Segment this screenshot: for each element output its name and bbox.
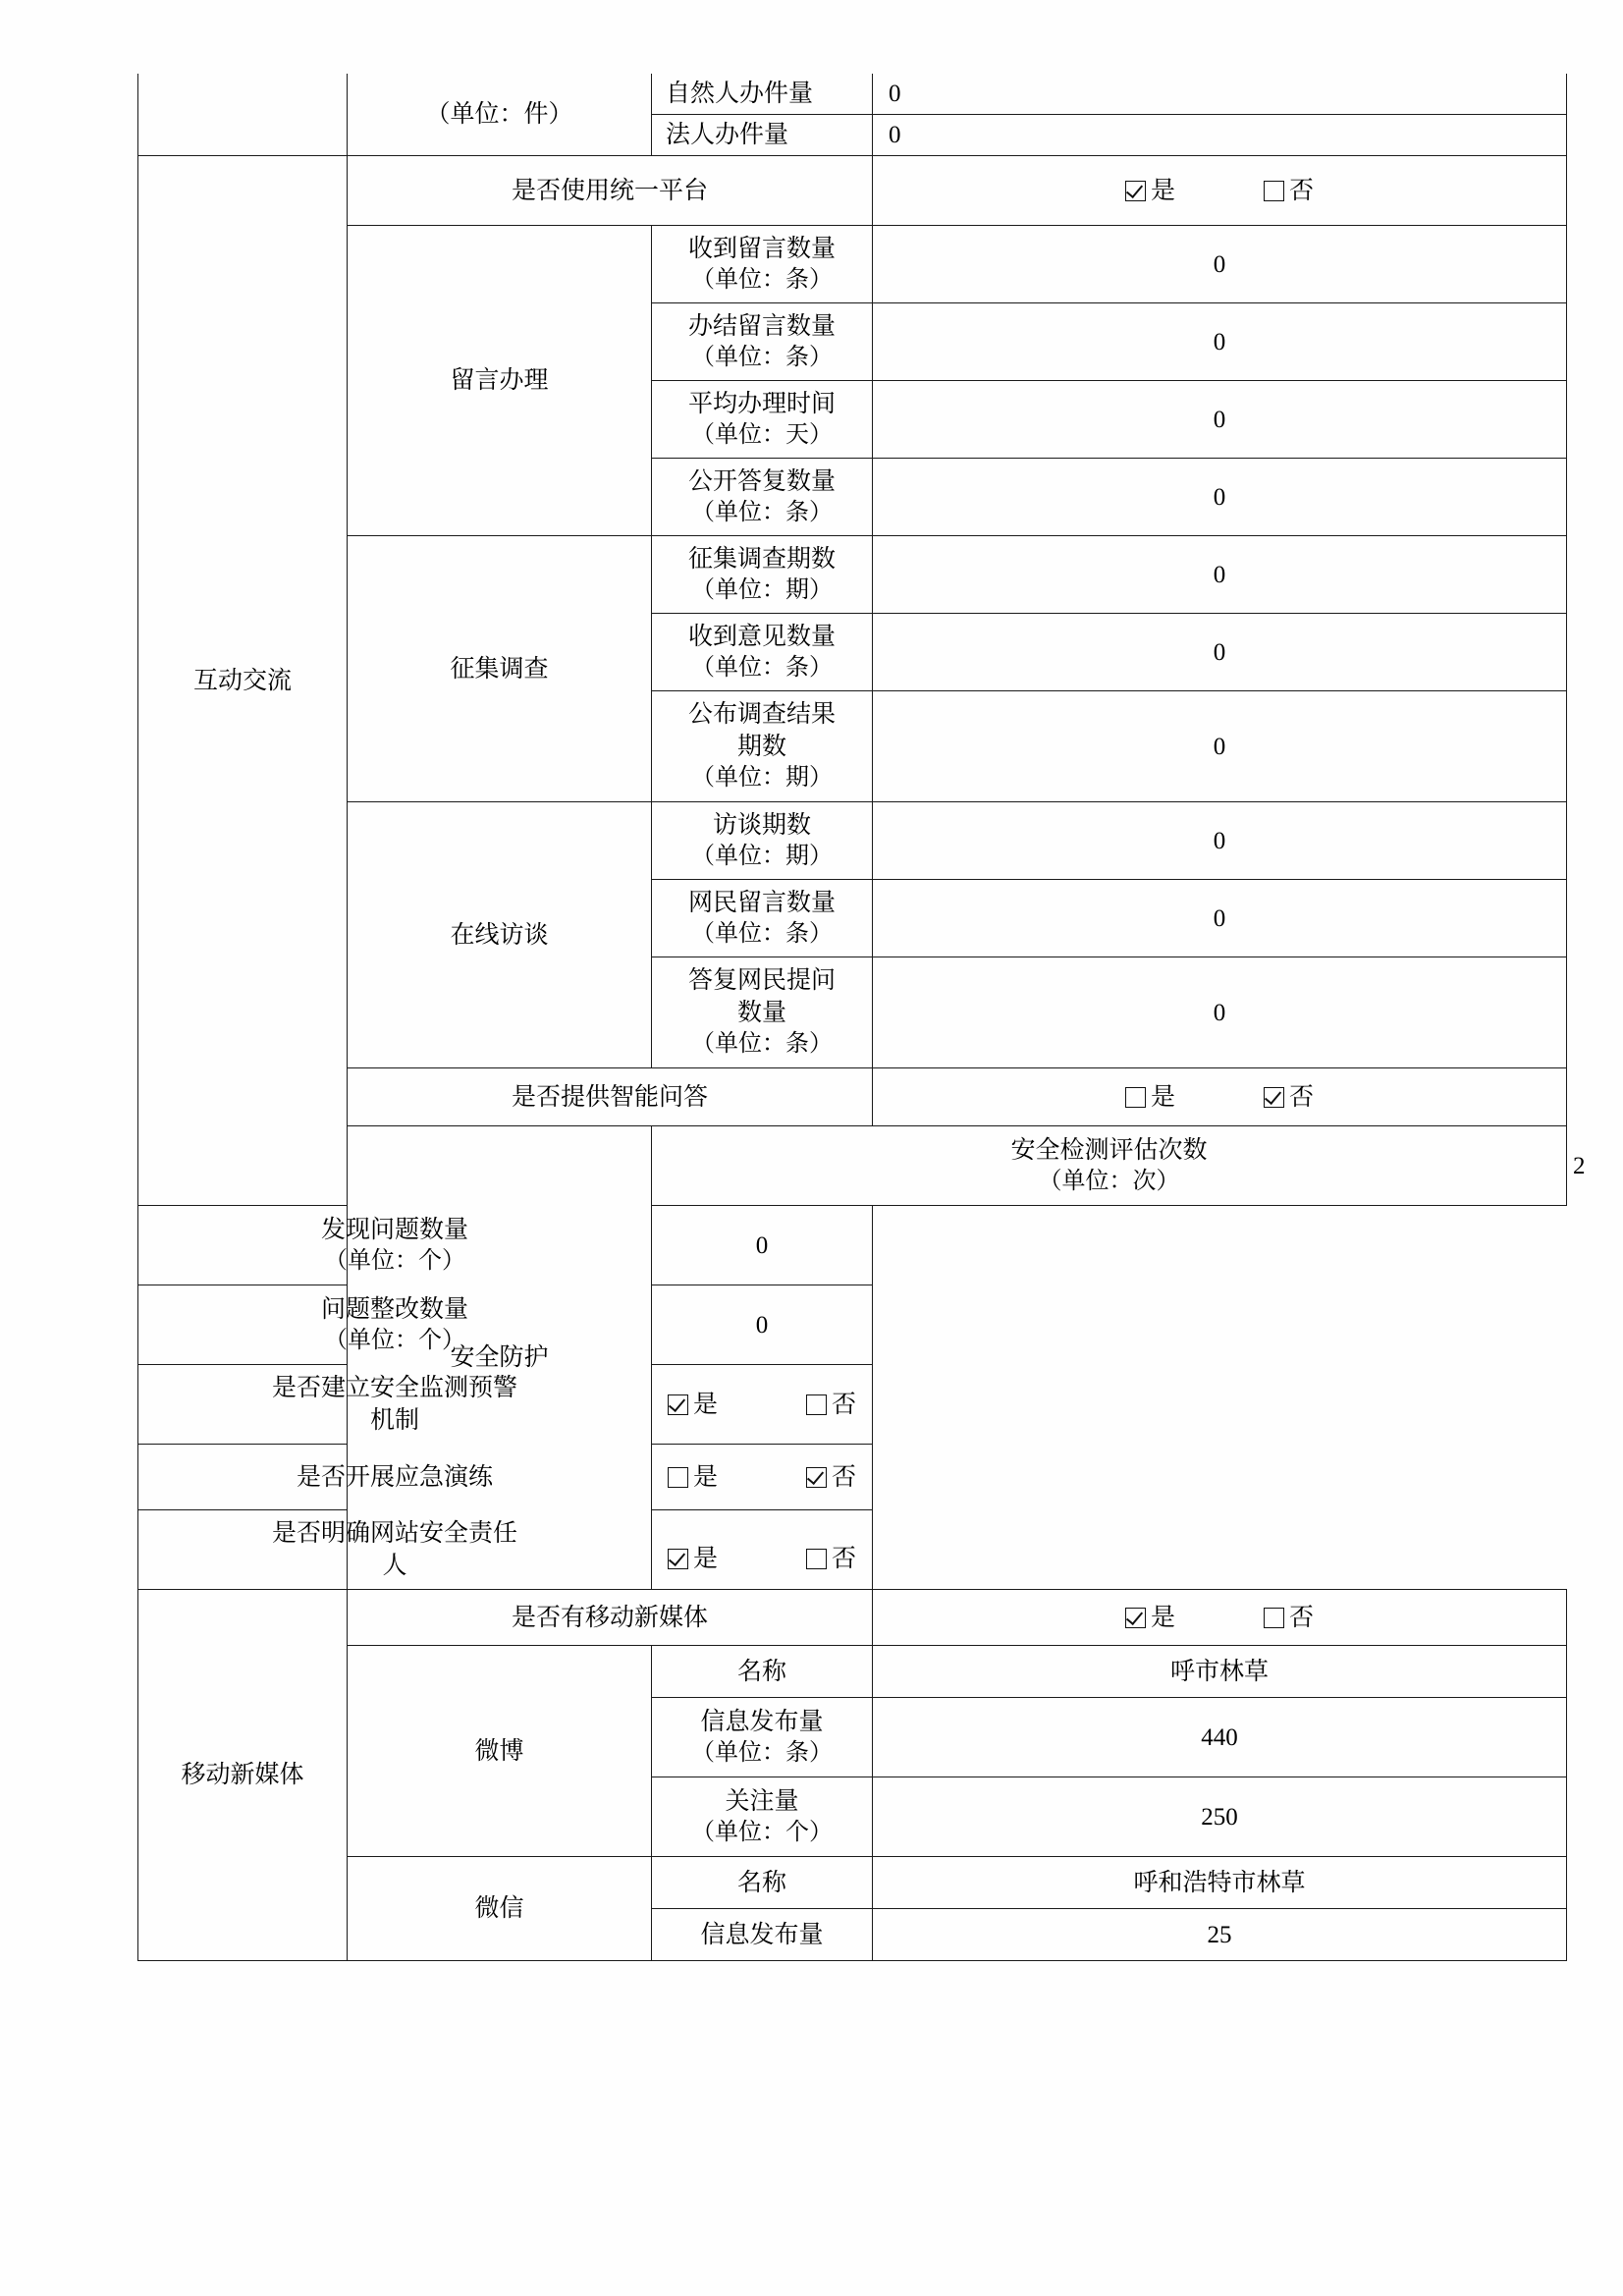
cell-interview-messages-label xyxy=(652,880,873,957)
cell-weibo-followers-value: 250 xyxy=(873,1777,1567,1857)
cell-legal-person-value: 0 xyxy=(873,115,1567,156)
cell-interview-periods-label xyxy=(652,802,873,880)
checkbox-checked-icon[interactable] xyxy=(1264,1087,1284,1108)
label-yes: 是 xyxy=(692,1391,718,1418)
cell-unit-jian: （单位：件） xyxy=(348,74,652,156)
text-weibo-followers-unit: （单位：个） xyxy=(691,1819,833,1845)
checkbox-empty-icon[interactable] xyxy=(1264,1608,1284,1628)
cell-category-mobile-media: 移动新媒体 xyxy=(138,1590,348,1961)
table-row xyxy=(138,536,1567,614)
text-issues-found-unit: （单位：个） xyxy=(324,1247,465,1274)
label-yes: 是 xyxy=(692,1545,718,1572)
cell-weibo-posts-value: 440 xyxy=(873,1698,1567,1777)
table-row xyxy=(138,74,1567,115)
label-no: 否 xyxy=(1289,1604,1315,1631)
cell-weixin-posts-label: 信息发布量 xyxy=(652,1909,873,1961)
cell-weibo-posts-label xyxy=(652,1698,873,1777)
cell-emergency-drill-label: 是否开展应急演练 xyxy=(138,1445,652,1510)
cell-has-mobile-media-choice xyxy=(873,1590,1567,1646)
table-row xyxy=(138,1285,1567,1365)
cell-legal-person-label: 法人办件量 xyxy=(652,115,873,156)
table-row xyxy=(138,156,1567,226)
cell-issues-fixed-label xyxy=(138,1285,652,1365)
text-survey-results-label2: 期数 xyxy=(736,734,786,761)
cell-natural-person-label: 自然人办件量 xyxy=(652,74,873,115)
cell-weibo-name-label: 名称 xyxy=(652,1646,873,1698)
option-no[interactable] xyxy=(1264,175,1314,207)
cell-weixin: 微信 xyxy=(348,1857,652,1961)
checkbox-empty-icon[interactable] xyxy=(806,1394,827,1415)
table-row xyxy=(138,1445,1567,1510)
option-no[interactable] xyxy=(806,1543,856,1575)
table-row xyxy=(138,1365,1567,1445)
table-row xyxy=(138,1068,1567,1126)
cell-interview-replies-label xyxy=(652,957,873,1068)
text-weibo-posts-unit: （单位：条） xyxy=(691,1739,833,1766)
cell-survey-opinions-label xyxy=(652,614,873,691)
label-yes: 是 xyxy=(1150,1083,1175,1111)
cell-survey-periods-value: 0 xyxy=(873,536,1567,614)
checkbox-checked-icon[interactable] xyxy=(668,1394,688,1415)
text-issues-found-label: 发现问题数量 xyxy=(320,1216,468,1243)
option-yes[interactable] xyxy=(668,1461,718,1494)
text-survey-opinions-label: 收到意见数量 xyxy=(687,623,836,650)
checkbox-empty-icon[interactable] xyxy=(1264,181,1284,201)
cell-smart-qa-choice xyxy=(873,1068,1567,1126)
option-no[interactable] xyxy=(1264,1602,1314,1634)
text-msg-avg-time-label: 平均办理时间 xyxy=(687,390,836,417)
option-yes[interactable] xyxy=(668,1543,718,1575)
text-interview-replies-label2: 数量 xyxy=(736,1000,786,1027)
cell-message-handling: 留言办理 xyxy=(348,226,652,536)
table-row xyxy=(138,1857,1567,1909)
checkbox-checked-icon[interactable] xyxy=(1125,1608,1146,1628)
text-interview-periods-unit: （单位：期） xyxy=(691,843,833,869)
checkbox-empty-icon[interactable] xyxy=(806,1549,827,1569)
text-interview-messages-unit: （单位：条） xyxy=(691,920,833,947)
label-no: 否 xyxy=(1289,177,1315,204)
text-security-checks-label: 安全检测评估次数 xyxy=(1010,1136,1208,1164)
cell-responsible-person-choice xyxy=(652,1510,873,1590)
option-no[interactable] xyxy=(806,1389,856,1421)
text-survey-periods-unit: （单位：期） xyxy=(691,576,833,603)
label-yes: 是 xyxy=(1150,177,1175,204)
cell-weixin-name-label: 名称 xyxy=(652,1857,873,1909)
text-msg-received-label: 收到留言数量 xyxy=(687,235,836,262)
cell-smart-qa-label: 是否提供智能问答 xyxy=(348,1068,873,1126)
text-responsible-person-label: 是否明确网站安全责任 xyxy=(271,1520,517,1547)
text-warning-mechanism-label: 是否建立安全监测预警 xyxy=(271,1375,517,1401)
label-no: 否 xyxy=(832,1463,857,1491)
table-row xyxy=(138,1206,1567,1285)
cell-has-mobile-media-label: 是否有移动新媒体 xyxy=(348,1590,873,1646)
text-issues-fixed-unit: （单位：个） xyxy=(324,1327,465,1353)
cell-emergency-drill-choice xyxy=(652,1445,873,1510)
option-yes[interactable] xyxy=(1125,175,1175,207)
table-row xyxy=(138,802,1567,880)
cell-interview-replies-value: 0 xyxy=(873,957,1567,1068)
cell-weibo-name-value: 呼市林草 xyxy=(873,1646,1567,1698)
text-msg-public-reply-label: 公开答复数量 xyxy=(687,467,836,495)
table-row xyxy=(138,226,1567,303)
table-row xyxy=(138,1646,1567,1698)
cell-unified-platform-label: 是否使用统一平台 xyxy=(348,156,873,226)
cell-survey-periods-label xyxy=(652,536,873,614)
cell-msg-closed-label xyxy=(652,303,873,381)
label-no: 否 xyxy=(1289,1083,1315,1111)
option-yes[interactable] xyxy=(668,1389,718,1421)
cell-msg-public-reply-label xyxy=(652,459,873,536)
cell-weixin-name-value: 呼和浩特市林草 xyxy=(873,1857,1567,1909)
annual-report-table xyxy=(137,74,1586,1961)
option-yes[interactable] xyxy=(1125,1602,1175,1634)
cell-issues-found-value: 0 xyxy=(652,1206,873,1285)
cell-category-security: 安全防护 xyxy=(348,1126,652,1590)
text-msg-received-unit: （单位：条） xyxy=(691,266,833,293)
option-no[interactable] xyxy=(1264,1081,1314,1114)
text-survey-results-unit: （单位：期） xyxy=(691,765,833,792)
option-no[interactable] xyxy=(806,1461,856,1494)
cell-interview-periods-value: 0 xyxy=(873,802,1567,880)
cell-empty-category xyxy=(138,74,348,156)
cell-interview-messages-value: 0 xyxy=(873,880,1567,957)
table-row: 安全防护 安全检测评估次数 （单位：次） 2 xyxy=(138,1126,1567,1206)
label-yes: 是 xyxy=(692,1463,718,1491)
cell-responsible-person-label xyxy=(138,1510,652,1590)
cell-unified-platform-choice xyxy=(873,156,1567,226)
text-weibo-posts-label: 信息发布量 xyxy=(700,1708,824,1735)
text-responsible-person-label2: 人 xyxy=(382,1553,407,1579)
text-msg-avg-time-unit: （单位：天） xyxy=(691,421,833,448)
table-row xyxy=(138,1590,1567,1646)
text-interview-messages-label: 网民留言数量 xyxy=(687,889,836,916)
cell-weixin-posts-value: 25 xyxy=(873,1909,1567,1961)
cell-weibo: 微博 xyxy=(348,1646,652,1857)
cell-warning-mechanism-label xyxy=(138,1365,652,1445)
cell-category-interaction: 互动交流 xyxy=(138,156,348,1206)
cell-survey-results-value: 0 xyxy=(873,691,1567,802)
cell-warning-mechanism-choice xyxy=(652,1365,873,1445)
cell-issues-found-label xyxy=(138,1206,652,1285)
checkbox-empty-icon[interactable] xyxy=(668,1467,688,1488)
text-survey-periods-label: 征集调查期数 xyxy=(687,545,836,573)
cell-survey-results-label xyxy=(652,691,873,802)
cell-msg-received-label xyxy=(652,226,873,303)
cell-msg-avg-time-label xyxy=(652,381,873,459)
checkbox-empty-icon[interactable] xyxy=(1125,1087,1146,1108)
cell-natural-person-value: 0 xyxy=(873,74,1567,115)
text-issues-fixed-label: 问题整改数量 xyxy=(320,1295,468,1323)
cell-msg-public-reply-value: 0 xyxy=(873,459,1567,536)
text-msg-closed-unit: （单位：条） xyxy=(691,344,833,370)
table-row xyxy=(138,1510,1567,1590)
cell-weibo-followers-label xyxy=(652,1777,873,1857)
text-msg-closed-label: 办结留言数量 xyxy=(687,312,836,340)
cell-survey: 征集调查 xyxy=(348,536,652,802)
checkbox-checked-icon[interactable] xyxy=(1125,181,1146,201)
cell-msg-avg-time-value: 0 xyxy=(873,381,1567,459)
text-interview-periods-label: 访谈期数 xyxy=(712,811,811,839)
text-weibo-followers-label: 关注量 xyxy=(725,1787,799,1815)
cell-security-checks-label xyxy=(652,1126,1567,1206)
text-security-checks-unit: （单位：次） xyxy=(1038,1168,1180,1194)
text-warning-mechanism-label2: 机制 xyxy=(369,1407,419,1434)
checkbox-checked-icon[interactable] xyxy=(668,1549,688,1569)
cell-msg-closed-value: 0 xyxy=(873,303,1567,381)
label-no: 否 xyxy=(832,1545,857,1572)
checkbox-checked-icon[interactable] xyxy=(806,1467,827,1488)
text-msg-public-reply-unit: （单位：条） xyxy=(691,499,833,525)
label-yes: 是 xyxy=(1150,1604,1175,1631)
cell-survey-opinions-value: 0 xyxy=(873,614,1567,691)
cell-issues-fixed-value: 0 xyxy=(652,1285,873,1365)
cell-msg-received-value: 0 xyxy=(873,226,1567,303)
text-interview-replies-label: 答复网民提问 xyxy=(687,967,836,995)
label-no: 否 xyxy=(832,1391,857,1418)
text-survey-results-label: 公布调查结果 xyxy=(687,701,836,729)
option-yes[interactable] xyxy=(1125,1081,1175,1114)
cell-online-interview: 在线访谈 xyxy=(348,802,652,1068)
text-interview-replies-unit: （单位：条） xyxy=(691,1031,833,1058)
text-survey-opinions-unit: （单位：条） xyxy=(691,654,833,681)
